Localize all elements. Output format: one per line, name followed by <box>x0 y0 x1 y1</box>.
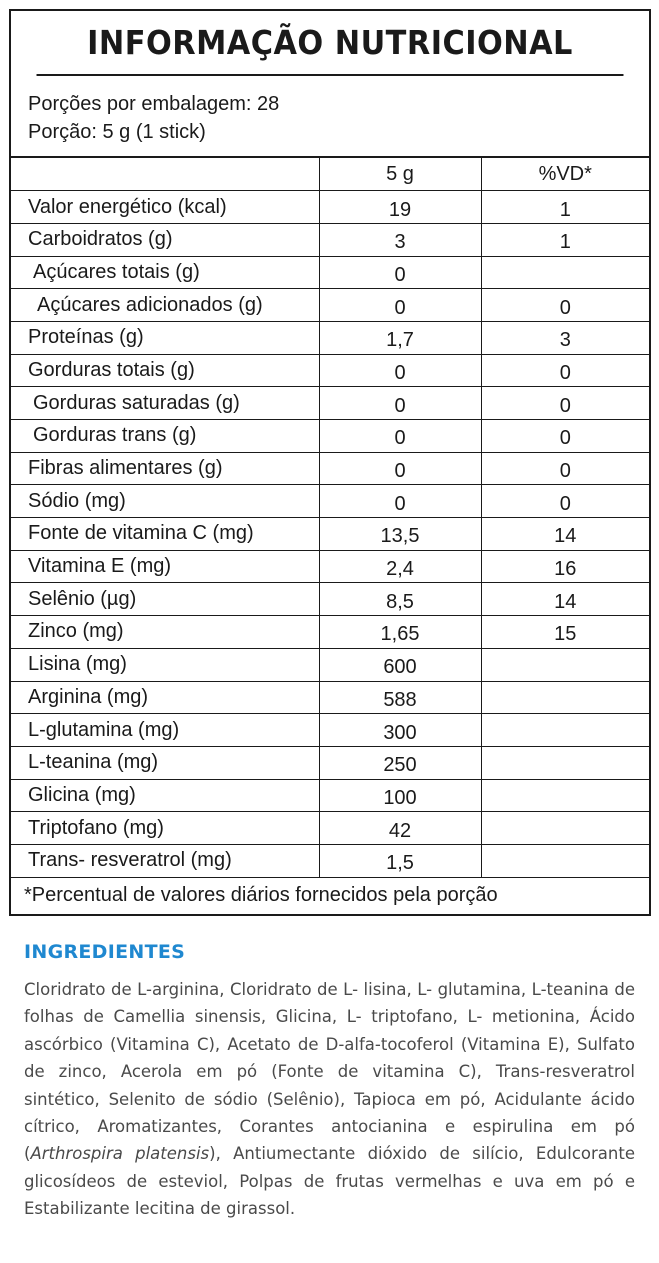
nutrient-amount: 588 <box>319 681 481 714</box>
nutrient-vd: 1 <box>481 191 649 224</box>
nutrient-vd: 0 <box>481 387 649 420</box>
table-row <box>11 550 649 583</box>
nutrition-table <box>11 158 649 878</box>
table-row <box>11 223 649 256</box>
nutrient-name: Fonte de vitamina C (mg) <box>11 518 319 551</box>
nutrient-vd: 0 <box>481 354 649 387</box>
nutrient-amount: 13,5 <box>319 518 481 551</box>
table-row <box>11 420 649 453</box>
nutrient-amount: 19 <box>319 191 481 224</box>
nutrition-title: INFORMAÇÃO NUTRICIONAL <box>37 11 624 76</box>
nutrition-facts-panel <box>9 9 651 916</box>
table-row <box>11 844 649 877</box>
nutrient-vd <box>481 714 649 747</box>
nutrient-vd <box>481 812 649 845</box>
ingredients-text-part1: Cloridrato de L-arginina, Cloridrato de L- lisina, L- glutamina, L-teanina de folhas de Camellia sinensis, Glicina, L- triptofano, L- metionina, Ácido ascórbico (Vitamina C), Acetato de D-alfa-tocoferol (Vitamina E), Sulfato de zinco, Acerola em pó (Fonte de vitamina C), Trans-resveratrol sintético, Selenito de sódio (Selênio), Tapioca em pó, Acidulante ácido cítrico, Aromatizantes, Corantes antocianina e espirulina em pó ( <box>24 980 635 1164</box>
nutrient-vd <box>481 779 649 812</box>
table-row <box>11 518 649 551</box>
nutrient-name: Lisina (mg) <box>11 648 319 681</box>
table-row <box>11 321 649 354</box>
table-row <box>11 714 649 747</box>
nutrient-vd: 14 <box>481 518 649 551</box>
nutrient-name: Gorduras totais (g) <box>11 354 319 387</box>
table-row <box>11 485 649 518</box>
nutrient-amount: 0 <box>319 485 481 518</box>
nutrient-vd: 0 <box>481 485 649 518</box>
nutrient-name: Valor energético (kcal) <box>11 191 319 224</box>
nutrient-vd <box>481 844 649 877</box>
nutrient-vd <box>481 256 649 289</box>
ingredients-text-italic: Arthrospira platensis <box>30 1144 210 1164</box>
nutrient-amount: 100 <box>319 779 481 812</box>
nutrient-vd: 1 <box>481 223 649 256</box>
nutrient-name: Gorduras saturadas (g) <box>11 387 319 420</box>
nutrient-name: Glicina (mg) <box>11 779 319 812</box>
nutrient-name: Fibras alimentares (g) <box>11 452 319 485</box>
nutrient-vd <box>481 648 649 681</box>
nutrient-amount: 300 <box>319 714 481 747</box>
nutrient-name: Selênio (µg) <box>11 583 319 616</box>
header-blank-cell <box>11 158 319 191</box>
nutrient-vd: 0 <box>481 289 649 322</box>
nutrient-amount: 0 <box>319 420 481 453</box>
nutrient-vd <box>481 746 649 779</box>
nutrient-amount: 600 <box>319 648 481 681</box>
nutrient-name: Proteínas (g) <box>11 321 319 354</box>
nutrient-vd: 14 <box>481 583 649 616</box>
nutrient-amount: 0 <box>319 256 481 289</box>
nutrient-amount: 42 <box>319 812 481 845</box>
nutrient-name: Gorduras trans (g) <box>11 420 319 453</box>
nutrient-name: Carboidratos (g) <box>11 223 319 256</box>
nutrient-vd: 15 <box>481 616 649 649</box>
nutrient-amount: 2,4 <box>319 550 481 583</box>
nutrient-name: Açúcares adicionados (g) <box>11 289 319 322</box>
nutrient-amount: 250 <box>319 746 481 779</box>
nutrient-vd: 0 <box>481 420 649 453</box>
nutrient-vd: 3 <box>481 321 649 354</box>
table-row <box>11 648 649 681</box>
table-row <box>11 583 649 616</box>
nutrient-amount: 0 <box>319 387 481 420</box>
ingredients-text-part2: ), Antiumectante dióxido de silício, Edulcorante glicosídeos de esteviol, Polpas de frutas vermelhas e uva em pó e Estabilizante lecitina de girassol. <box>24 1144 635 1219</box>
table-row <box>11 256 649 289</box>
nutrient-name: L-teanina (mg) <box>11 746 319 779</box>
footnote: *Percentual de valores diários fornecidos pela porção <box>24 883 498 906</box>
table-row <box>11 387 649 420</box>
table-row <box>11 779 649 812</box>
table-row <box>11 452 649 485</box>
nutrient-name: Açúcares totais (g) <box>11 256 319 289</box>
portion-size: Porção: 5 g (1 stick) <box>28 121 206 143</box>
nutrient-amount: 0 <box>319 452 481 485</box>
table-row <box>11 812 649 845</box>
nutrient-amount: 3 <box>319 223 481 256</box>
table-row <box>11 746 649 779</box>
nutrient-amount: 0 <box>319 289 481 322</box>
table-row <box>11 191 649 224</box>
table-row <box>11 289 649 322</box>
nutrient-name: Zinco (mg) <box>11 616 319 649</box>
table-row <box>11 681 649 714</box>
nutrient-name: L-glutamina (mg) <box>11 714 319 747</box>
nutrient-name: Sódio (mg) <box>11 485 319 518</box>
nutrient-name: Trans- resveratrol (mg) <box>11 844 319 877</box>
nutrient-vd <box>481 681 649 714</box>
nutrient-amount: 1,7 <box>319 321 481 354</box>
nutrient-amount: 1,5 <box>319 844 481 877</box>
ingredients-text <box>24 976 635 1223</box>
nutrient-amount: 1,65 <box>319 616 481 649</box>
portions-per-package: Porções por embalagem: 28 <box>28 93 280 115</box>
nutrient-name: Arginina (mg) <box>11 681 319 714</box>
nutrient-vd: 16 <box>481 550 649 583</box>
nutrient-name: Vitamina E (mg) <box>11 550 319 583</box>
table-row <box>11 354 649 387</box>
header-vd: %VD* <box>481 158 649 191</box>
portions-block <box>11 76 649 158</box>
table-row <box>11 616 649 649</box>
ingredients-title: INGREDIENTES <box>24 941 186 963</box>
nutrient-vd: 0 <box>481 452 649 485</box>
nutrient-amount: 0 <box>319 354 481 387</box>
nutrient-name: Triptofano (mg) <box>11 812 319 845</box>
header-amount: 5 g <box>319 158 481 191</box>
table-header-row <box>11 158 649 191</box>
nutrient-amount: 8,5 <box>319 583 481 616</box>
